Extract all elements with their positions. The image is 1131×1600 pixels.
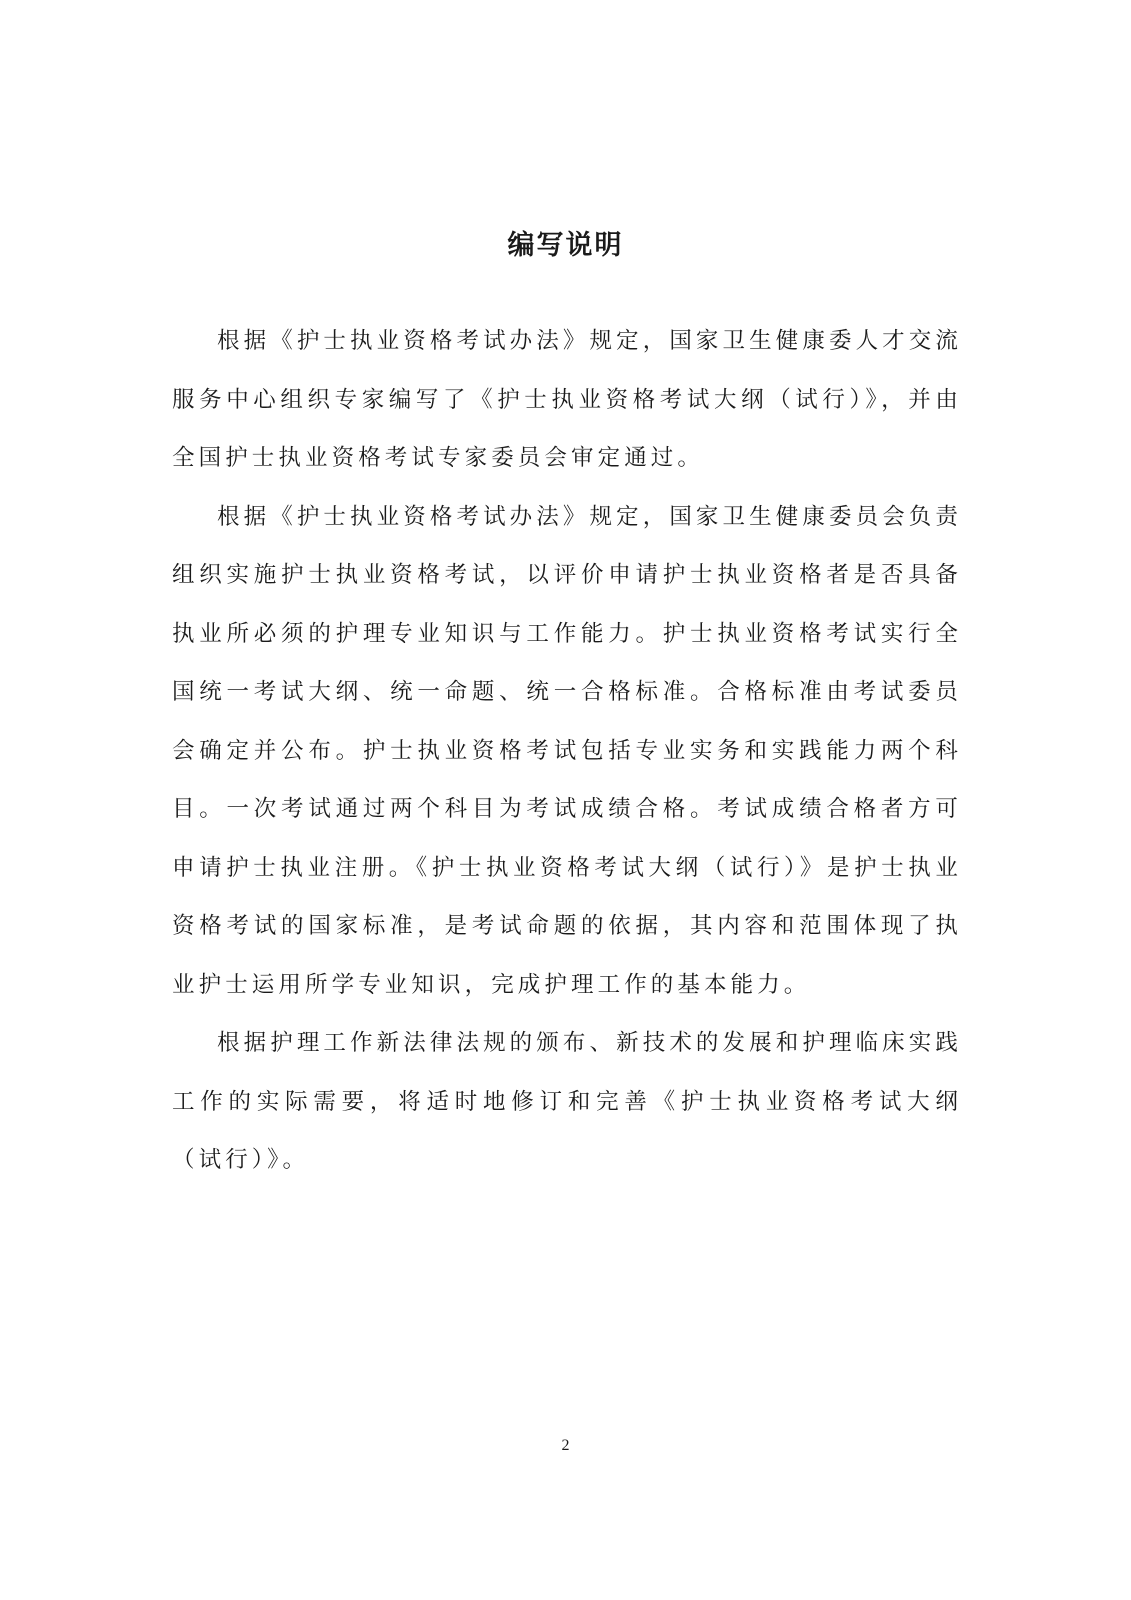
page-title: 编写说明 bbox=[507, 230, 624, 261]
paragraph-2: 根据《护士执业资格考试办法》规定，国家卫生健康委员会负责组织实施护士执业资格考试，以评价申请护士执业资格者是否具备执业所必须的护理专业知识与工作能力。护士执业资格考试实行全国统一考试大纲、统一命题、统一合格标准。合格标准由考试委员会确定并公布。护士执业资格考试包括专业实务和实践能力两个科目。一次考试通过两个科目为考试成绩合格。考试成绩合格者方可申请护士执业注册。《护士执业资格考试大纲（试行）》是护士执业资格考试的国家标准，是考试命题的依据，其内容和范围体现了执业护士运用所学专业知识，完成护理工作的基本能力。 bbox=[172, 503, 962, 998]
page-number: 2 bbox=[561, 1437, 570, 1454]
paragraph-3: 根据护理工作新法律法规的颁布、新技术的发展和护理临床实践工作的实际需要，将适时地修订和完善《护士执业资格考试大纲（试行）》。 bbox=[172, 1030, 962, 1173]
paragraph-1: 根据《护士执业资格考试办法》规定，国家卫生健康委人才交流服务中心组织专家编写了《护士执业资格考试大纲（试行）》，并由全国护士执业资格考试专家委员会审定通过。 bbox=[172, 328, 962, 471]
body-text bbox=[172, 312, 962, 1190]
